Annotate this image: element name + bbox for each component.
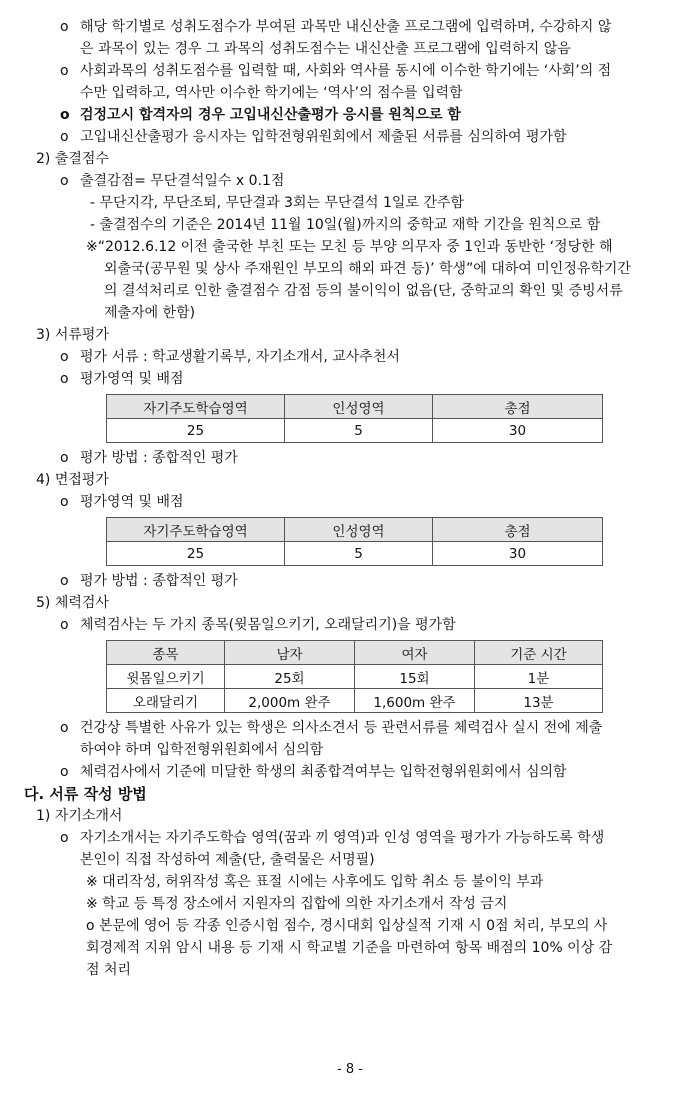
bullet: o — [60, 107, 70, 123]
bullet: o — [60, 617, 69, 633]
paragraph: o 체력검사에서 기준에 미달한 학생의 최종합격여부는 입학전형위원회에서 심의함 — [24, 761, 680, 783]
table-cell: 13분 — [475, 689, 603, 713]
note-continued: 외출국(공무원 및 상사 주재원인 부모의 해외 파견 등)’ 학생”에 대하여 미인정유학기간 — [104, 261, 631, 277]
table-cell: 30 — [433, 419, 603, 443]
dash-item: - 출결점수의 기준은 2014년 11월 10일(월)까지의 중학교 재학 기간을 원칙으로 함 — [90, 217, 601, 233]
paragraph: o 본문에 영어 등 각종 인증시험 점수, 경시대회 입상실적 기재 시 0점 처리, 부모의 사 — [86, 918, 608, 934]
table-header-cell: 인성영역 — [285, 395, 433, 419]
section-heading-fitness: 5) 체력검사 — [36, 595, 109, 611]
table-header-cell: 여자 — [355, 641, 475, 665]
paragraph-continued: 점 처리 — [86, 962, 132, 978]
note: ※ 대리작성, 허위작성 혹은 표절 시에는 사후에도 입학 취소 등 불이익 부과 — [86, 874, 544, 890]
paragraph-continued: 회경제적 지위 암시 내용 등 기재 시 학교별 기준을 마련하여 항목 배점의 10% 이상 감 — [86, 940, 613, 956]
bullet: o — [60, 349, 69, 365]
paragraph: o 체력검사는 두 가지 종목(윗몸일으키기, 오래달리기)을 평가함 — [24, 614, 680, 636]
chapter-heading: 다. 서류 작성 방법 — [24, 785, 147, 803]
table-cell: 1분 — [475, 665, 603, 689]
paragraph: o 건강상 특별한 사유가 있는 학생은 의사소견서 등 관련서류를 체력검사 실시 전에 제출 — [24, 717, 680, 739]
paragraph-continued: 본인이 직접 작성하여 제출(단, 출력물은 서명필) — [80, 852, 375, 868]
bullet: o — [60, 830, 69, 846]
note: ※ 학교 등 특정 장소에서 지원자의 집합에 의한 자기소개서 작성 금지 — [86, 896, 508, 912]
table-header-cell: 총점 — [433, 518, 603, 542]
table-cell: 25회 — [225, 665, 355, 689]
bullet: o — [60, 450, 69, 466]
table-header-cell: 종목 — [107, 641, 225, 665]
table-cell: 30 — [433, 542, 603, 566]
table-row — [107, 689, 603, 713]
paragraph: o 사회과목의 성취도점수를 입력할 때, 사회와 역사를 동시에 이수한 학기에는 ‘사회’의 점 — [24, 60, 680, 82]
table-header-row — [107, 518, 603, 542]
score-table-interview — [106, 517, 603, 566]
table-cell: 25 — [107, 542, 285, 566]
bullet: o — [60, 764, 69, 780]
paragraph: o 평가영역 및 배점 — [24, 368, 680, 390]
table-cell: 5 — [285, 542, 433, 566]
table-cell: 오래달리기 — [107, 689, 225, 713]
section-heading-self-intro: 1) 자기소개서 — [36, 808, 123, 824]
bullet: o — [60, 129, 69, 145]
table-row — [107, 542, 603, 566]
paragraph: o 자기소개서는 자기주도학습 영역(꿈과 끼 영역)과 인성 영역을 평가가 가능하도록 학생 — [24, 827, 680, 849]
section-heading-interview: 4) 면접평가 — [36, 472, 109, 488]
table-header-cell: 자기주도학습영역 — [107, 395, 285, 419]
page-number: - 8 - — [337, 1062, 363, 1077]
table-row — [107, 665, 603, 689]
paragraph-continued: 은 과목이 있는 경우 그 과목의 성취도점수는 내신산출 프로그램에 입력하지 않음 — [80, 41, 571, 57]
table-cell: 5 — [285, 419, 433, 443]
paragraph-bold: o 검정고시 합격자의 경우 고입내신산출평가 응시를 원칙으로 함 — [24, 104, 680, 126]
paragraph: o 해당 학기별로 성취도점수가 부여된 과목만 내신산출 프로그램에 입력하며, 수강하지 않 — [24, 16, 680, 38]
paragraph-continued: 하여야 하며 입학전형위원회에서 심의함 — [80, 742, 324, 758]
bullet: o — [60, 63, 69, 79]
table-cell: 25 — [107, 419, 285, 443]
section-heading-attendance: 2) 출결점수 — [36, 151, 109, 167]
table-header-cell: 인성영역 — [285, 518, 433, 542]
table-header-cell: 기준 시간 — [475, 641, 603, 665]
bullet: o — [60, 720, 69, 736]
table-cell: 윗몸일으키기 — [107, 665, 225, 689]
paragraph: o 평가 방법 : 종합적인 평가 — [24, 570, 680, 592]
bullet: o — [60, 173, 69, 189]
table-header-row — [107, 395, 603, 419]
score-table-document — [106, 394, 603, 443]
dash-item: - 무단지각, 무단조퇴, 무단결과 3회는 무단결석 1일로 간주함 — [90, 195, 464, 211]
bullet: o — [60, 371, 69, 387]
paragraph: o 평가영역 및 배점 — [24, 491, 680, 513]
note-continued: 제출자에 한함) — [104, 305, 196, 321]
bullet: o — [60, 573, 69, 589]
table-header-cell: 자기주도학습영역 — [107, 518, 285, 542]
note-continued: 의 결석처리로 인한 출결점수 감점 등의 불이익이 없음(단, 중학교의 확인 및 증빙서류 — [104, 283, 623, 299]
paragraph: o 고입내신산출평가 응시자는 입학전형위원회에서 제출된 서류를 심의하여 평가함 — [24, 126, 680, 148]
table-cell: 2,000m 완주 — [225, 689, 355, 713]
bullet: o — [60, 494, 69, 510]
bullet: o — [60, 19, 69, 35]
note: ※“2012.6.12 이전 출국한 부친 또는 모친 등 부양 의무자 중 1인과 동반한 ‘정당한 해 — [86, 239, 613, 255]
section-heading-document-review: 3) 서류평가 — [36, 327, 109, 343]
table-header-cell: 총점 — [433, 395, 603, 419]
table-cell: 1,600m 완주 — [355, 689, 475, 713]
table-header-cell: 남자 — [225, 641, 355, 665]
table-header-row — [107, 641, 603, 665]
paragraph: o 출결감점= 무단결석일수 x 0.1점 — [24, 170, 680, 192]
paragraph: o 평가 서류 : 학교생활기록부, 자기소개서, 교사추천서 — [24, 346, 680, 368]
table-row — [107, 419, 603, 443]
paragraph-continued: 수만 입력하고, 역사만 이수한 학기에는 ‘역사’의 점수를 입력함 — [80, 85, 463, 101]
table-cell: 15회 — [355, 665, 475, 689]
fitness-table — [106, 640, 603, 713]
paragraph: o 평가 방법 : 종합적인 평가 — [24, 447, 680, 469]
